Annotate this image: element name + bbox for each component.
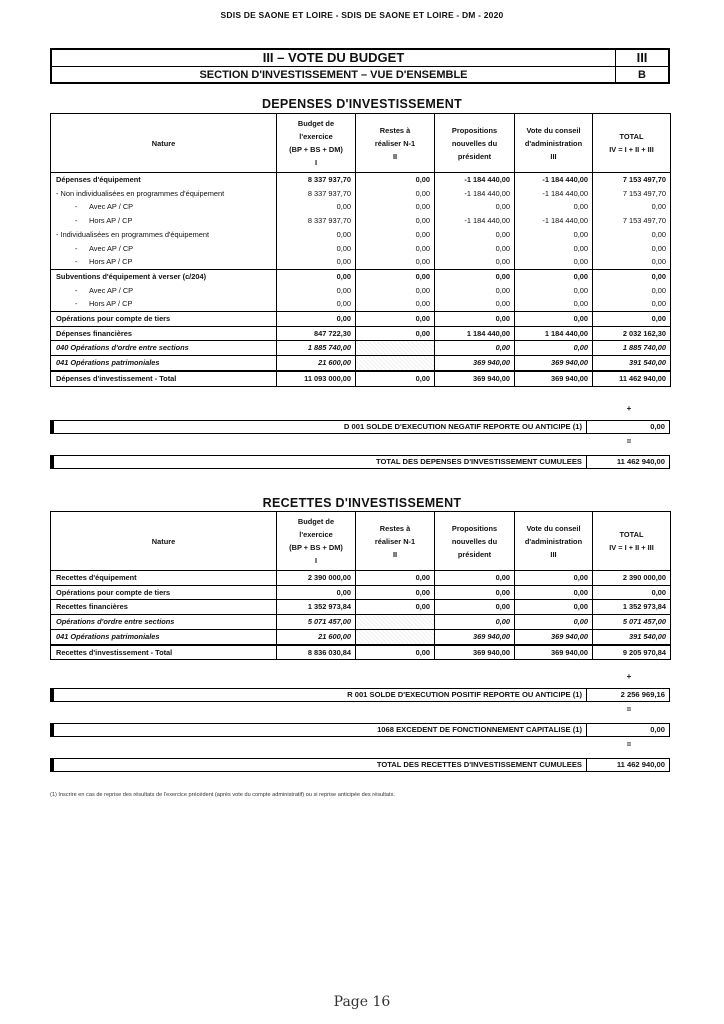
header-propositions-line: président	[457, 549, 492, 559]
row-label: 041 Opérations patrimoniales	[51, 356, 277, 371]
header-propositions	[435, 114, 515, 173]
row-label: Recettes d'équipement	[51, 571, 277, 586]
cell-value: -1 184 440,00	[435, 173, 515, 187]
cell-value: 0,00	[435, 312, 515, 327]
page-title: III – VOTE DU BUDGET	[52, 50, 616, 66]
plus-operator: +	[626, 672, 632, 681]
r001-value: 2 256 969,16	[620, 690, 665, 699]
table-row	[51, 187, 671, 201]
page-number: Page 16	[333, 994, 391, 1010]
page-code: III	[636, 50, 648, 65]
table-row	[51, 269, 671, 283]
cell-value: 0,00	[277, 312, 356, 327]
cell-value: 1 352 973,84	[593, 600, 671, 615]
header-propositions-line: président	[457, 151, 492, 161]
table-row	[51, 242, 671, 256]
cell-value: 0,00	[593, 228, 671, 242]
header-total-line: TOTAL	[619, 132, 644, 141]
row-label: - Avec AP / CP	[51, 284, 277, 298]
cell-value: 9 205 970,84	[593, 645, 671, 660]
cell-value: -1 184 440,00	[435, 187, 515, 201]
row-label: Dépenses d'investissement - Total	[51, 371, 277, 386]
recettes-total-label: TOTAL DES RECETTES D'INVESTISSEMENT CUMULEES	[51, 759, 587, 771]
cell-value: 0,00	[515, 585, 593, 600]
cell-value: 0,00	[435, 615, 515, 630]
header-total	[593, 512, 671, 571]
table-row	[51, 200, 671, 214]
cell-value: 0,00	[435, 269, 515, 283]
header-nature: Nature	[51, 114, 277, 173]
document-header: SDIS DE SAONE ET LOIRE - SDIS DE SAONE ET LOIRE - DM - 2020	[220, 10, 504, 20]
row-label: Subventions d'équipement à verser (c/204)	[51, 269, 277, 283]
cell-value: 0,00	[356, 187, 435, 201]
cell-value: 8 836 030,84	[277, 645, 356, 660]
row-label: - Avec AP / CP	[51, 200, 277, 214]
c1068-label: 1068 EXCEDENT DE FONCTIONNEMENT CAPITALISE (1)	[51, 724, 587, 736]
cell-value: 0,00	[277, 284, 356, 298]
table-row	[51, 356, 671, 371]
row-label: - Individualisées en programmes d'équipement	[51, 228, 277, 242]
table-row	[51, 284, 671, 298]
header-budget-line: l'exercice	[299, 132, 333, 141]
cell-value: 0,00	[277, 228, 356, 242]
row-label: Dépenses d'équipement	[51, 173, 277, 187]
cell-value: 0,00	[515, 200, 593, 214]
header-row	[51, 114, 671, 173]
header-restes	[356, 114, 435, 173]
cell-value: 369 940,00	[435, 371, 515, 386]
cell-value: 0,00	[277, 255, 356, 269]
recettes-table	[50, 511, 671, 660]
cell-value: 369 940,00	[515, 629, 593, 644]
cell-value: 21 600,00	[277, 356, 356, 371]
header-total-line: IV = I + II + III	[609, 543, 654, 552]
row-label: Recettes d'investissement - Total	[51, 645, 277, 660]
cell-value: 0,00	[435, 255, 515, 269]
cell-value	[356, 356, 435, 371]
dash-bullet: -	[75, 285, 78, 295]
cell-value: 0,00	[515, 242, 593, 256]
header-budget-line: I	[314, 556, 318, 565]
cell-value: 0,00	[356, 371, 435, 386]
header-budget-line: (BP + BS + DM)	[289, 543, 343, 552]
cell-value: 21 600,00	[277, 629, 356, 644]
cell-value: -1 184 440,00	[435, 214, 515, 228]
cell-value: 0,00	[515, 228, 593, 242]
cell-value: 0,00	[435, 600, 515, 615]
cell-value: 0,00	[435, 297, 515, 311]
cell-value: 1 184 440,00	[435, 326, 515, 341]
cell-value: 0,00	[277, 297, 356, 311]
cell-value: 0,00	[593, 269, 671, 283]
cell-value: 2 390 000,00	[277, 571, 356, 586]
table-row	[51, 629, 671, 644]
cell-value: 0,00	[356, 571, 435, 586]
cell-value	[356, 629, 435, 644]
header-restes-line: réaliser N-1	[374, 536, 416, 546]
depenses-total-label: TOTAL DES DEPENSES D'INVESTISSEMENT CUMULEES	[51, 456, 587, 468]
depenses-total-value: 11 462 940,00	[616, 457, 665, 466]
table-row	[51, 571, 671, 586]
cell-value: 11 093 000,00	[277, 371, 356, 386]
header-vote-line: Vote du conseil	[526, 523, 581, 533]
equals-operator: =	[626, 740, 632, 749]
cell-value: 0,00	[435, 585, 515, 600]
cell-value: 0,00	[356, 173, 435, 187]
header-budget-line: (BP + BS + DM)	[289, 145, 343, 154]
cell-value: 5 071 457,00	[593, 615, 671, 630]
cell-value: 1 184 440,00	[515, 326, 593, 341]
cell-value: 0,00	[356, 600, 435, 615]
recettes-total-value: 11 462 940,00	[616, 760, 665, 769]
dash-bullet: -	[75, 243, 78, 253]
table-row	[51, 214, 671, 228]
header-budget-line: Budget de	[297, 119, 335, 128]
table-row	[51, 297, 671, 311]
table-row	[51, 326, 671, 341]
row-label: Recettes financières	[51, 600, 277, 615]
cell-value: 369 940,00	[435, 645, 515, 660]
header-total	[593, 114, 671, 173]
row-label: - Non individualisées en programmes d'équipement	[51, 187, 277, 201]
depenses-total-box	[50, 455, 670, 469]
cell-value: 0,00	[593, 585, 671, 600]
row-label: - Hors AP / CP	[51, 214, 277, 228]
cell-value: 7 153 497,70	[593, 173, 671, 187]
header-propositions-line: Propositions	[451, 523, 498, 533]
table-row	[51, 600, 671, 615]
row-label: 040 Opérations d'ordre entre sections	[51, 341, 277, 356]
header-restes-line: Restes à	[379, 523, 411, 533]
cell-value: 0,00	[515, 615, 593, 630]
header-vote	[515, 512, 593, 571]
table-row	[51, 173, 671, 187]
cell-value	[356, 615, 435, 630]
cell-value: 0,00	[356, 585, 435, 600]
cell-value: 0,00	[435, 284, 515, 298]
depenses-title: DEPENSES D'INVESTISSEMENT	[261, 97, 463, 111]
equals-operator: =	[626, 437, 632, 446]
cell-value: 0,00	[277, 242, 356, 256]
header-propositions-line: nouvelles du	[451, 138, 498, 148]
d001-box	[50, 420, 670, 434]
cell-value: 0,00	[515, 255, 593, 269]
row-label: - Hors AP / CP	[51, 297, 277, 311]
header-vote-line: III	[550, 151, 557, 161]
cell-value: 0,00	[435, 228, 515, 242]
cell-value: 0,00	[515, 341, 593, 356]
equals-operator: =	[626, 705, 632, 714]
dash-bullet: -	[75, 202, 78, 212]
cell-value: 0,00	[593, 200, 671, 214]
cell-value: -1 184 440,00	[515, 214, 593, 228]
row-label: - Avec AP / CP	[51, 242, 277, 256]
cell-value: 2 032 162,30	[593, 326, 671, 341]
cell-value: 0,00	[593, 297, 671, 311]
header-restes	[356, 512, 435, 571]
cell-value: 0,00	[277, 269, 356, 283]
header-vote-line: III	[550, 549, 557, 559]
table-row	[51, 341, 671, 356]
header-restes-line: II	[392, 549, 398, 559]
cell-value: 0,00	[515, 600, 593, 615]
cell-value: 8 337 937,70	[277, 214, 356, 228]
cell-value: 0,00	[435, 200, 515, 214]
d001-value: 0,00	[650, 422, 665, 431]
row-label: Dépenses financières	[51, 326, 277, 341]
cell-value: 0,00	[356, 200, 435, 214]
cell-value: 391 540,00	[593, 356, 671, 371]
cell-value: 5 071 457,00	[277, 615, 356, 630]
cell-value: 0,00	[356, 228, 435, 242]
cell-value: 847 722,30	[277, 326, 356, 341]
cell-value: 0,00	[356, 214, 435, 228]
header-row	[51, 512, 671, 571]
header-vote-line: d'administration	[524, 138, 583, 148]
cell-value: 0,00	[515, 269, 593, 283]
table-row	[51, 312, 671, 327]
cell-value: 369 940,00	[515, 645, 593, 660]
cell-value: 0,00	[593, 312, 671, 327]
cell-value: 369 940,00	[435, 629, 515, 644]
cell-value: 8 337 937,70	[277, 173, 356, 187]
cell-value: 0,00	[277, 200, 356, 214]
header-budget	[277, 512, 356, 571]
cell-value: 0,00	[435, 571, 515, 586]
row-label: Opérations d'ordre entre sections	[51, 615, 277, 630]
cell-value: 1 352 973,84	[277, 600, 356, 615]
header-propositions-line: Propositions	[451, 125, 498, 135]
cell-value: 0,00	[356, 269, 435, 283]
cell-value	[356, 341, 435, 356]
dash-bullet: -	[75, 299, 78, 309]
dash-bullet: -	[75, 216, 78, 226]
header-budget-line: I	[314, 158, 318, 167]
cell-value: 0,00	[356, 326, 435, 341]
row-label: Opérations pour compte de tiers	[51, 312, 277, 327]
cell-value: 7 153 497,70	[593, 187, 671, 201]
footnote: (1) Inscrire en cas de reprise des résultats de l'exercice précédent (après vote du compte administratif) ou si reprise anticipée des résultats.	[50, 792, 395, 798]
cell-value: 369 940,00	[515, 371, 593, 386]
cell-value: 0,00	[356, 297, 435, 311]
cell-value: 0,00	[356, 312, 435, 327]
header-vote	[515, 114, 593, 173]
cell-value: 1 885 740,00	[593, 341, 671, 356]
header-restes-line: II	[392, 151, 398, 161]
cell-value: 0,00	[515, 284, 593, 298]
recettes-total-box	[50, 758, 670, 772]
recettes-title: RECETTES D'INVESTISSEMENT	[262, 496, 462, 510]
cell-value: 0,00	[435, 341, 515, 356]
cell-value: 0,00	[593, 242, 671, 256]
cell-value: 11 462 940,00	[593, 371, 671, 386]
cell-value: 1 885 740,00	[277, 341, 356, 356]
table-row	[51, 615, 671, 630]
page-subtitle: SECTION D'INVESTISSEMENT – VUE D'ENSEMBLE	[52, 67, 616, 83]
table-row	[51, 255, 671, 269]
r001-box	[50, 688, 670, 702]
cell-value: 0,00	[356, 284, 435, 298]
d001-label: D 001 SOLDE D'EXECUTION NEGATIF REPORTE OU ANTICIPE (1)	[51, 421, 587, 433]
table-row	[51, 228, 671, 242]
row-label: Opérations pour compte de tiers	[51, 585, 277, 600]
header-restes-line: Restes à	[379, 125, 411, 135]
r001-label: R 001 SOLDE D'EXECUTION POSITIF REPORTE OU ANTICIPE (1)	[51, 689, 587, 701]
cell-value: 0,00	[593, 284, 671, 298]
header-vote-line: Vote du conseil	[526, 125, 581, 135]
plus-operator: +	[626, 404, 632, 413]
cell-value: 0,00	[593, 255, 671, 269]
dash-bullet: -	[75, 257, 78, 267]
table-row	[51, 371, 671, 386]
cell-value: 7 153 497,70	[593, 214, 671, 228]
title-block	[50, 48, 670, 84]
row-label: - Hors AP / CP	[51, 255, 277, 269]
header-budget	[277, 114, 356, 173]
cell-value: 0,00	[356, 242, 435, 256]
header-total-line: IV = I + II + III	[609, 145, 654, 154]
cell-value: 0,00	[515, 312, 593, 327]
table-row	[51, 585, 671, 600]
header-budget-line: l'exercice	[299, 530, 333, 539]
header-propositions	[435, 512, 515, 571]
cell-value: 0,00	[356, 255, 435, 269]
header-vote-line: d'administration	[524, 536, 583, 546]
cell-value: 0,00	[515, 297, 593, 311]
cell-value: 391 540,00	[593, 629, 671, 644]
cell-value: 0,00	[277, 585, 356, 600]
cell-value: -1 184 440,00	[515, 173, 593, 187]
header-restes-line: réaliser N-1	[374, 138, 416, 148]
cell-value: 2 390 000,00	[593, 571, 671, 586]
c1068-box	[50, 723, 670, 737]
cell-value: 369 940,00	[435, 356, 515, 371]
cell-value: 0,00	[435, 242, 515, 256]
header-total-line: TOTAL	[619, 530, 644, 539]
header-budget-line: Budget de	[297, 517, 335, 526]
row-label: 041 Opérations patrimoniales	[51, 629, 277, 644]
cell-value: 8 337 937,70	[277, 187, 356, 201]
header-propositions-line: nouvelles du	[451, 536, 498, 546]
c1068-value: 0,00	[650, 725, 665, 734]
cell-value: 0,00	[356, 645, 435, 660]
cell-value: 0,00	[515, 571, 593, 586]
table-row	[51, 645, 671, 660]
cell-value: 369 940,00	[515, 356, 593, 371]
header-nature: Nature	[51, 512, 277, 571]
cell-value: -1 184 440,00	[515, 187, 593, 201]
depenses-table	[50, 113, 671, 387]
page-subcode: B	[638, 69, 646, 81]
